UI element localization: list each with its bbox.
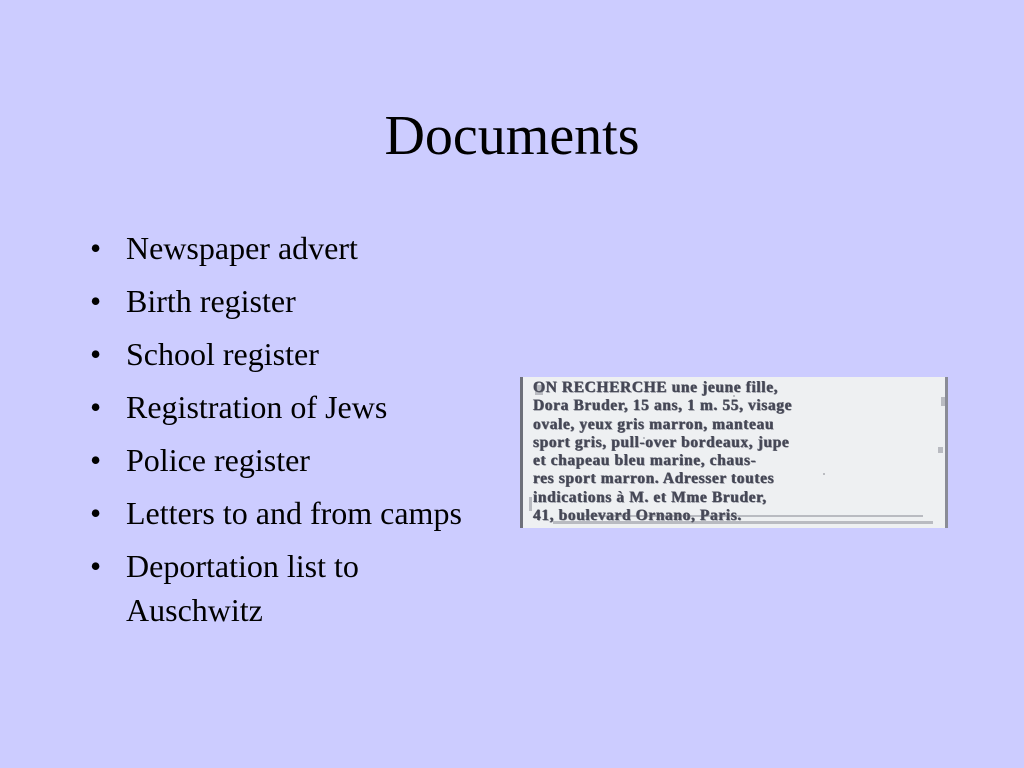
bullet-item-police-register [86,438,486,482]
bullet-marker: • [90,548,102,584]
bullet-item-school-register [86,332,486,376]
bullet-item-registration-of-jews [86,385,486,429]
newspaper-clipping-image [520,377,948,528]
clipping-line: res sport marron. Adresser toutes [533,470,775,488]
bullet-marker: • [90,283,102,319]
bullet-text: Deportation list to Auschwitz [126,548,359,628]
clipping-line: Dora Bruder, 15 ans, 1 m. 55, visage [533,397,793,415]
bullet-item-deportation-list [86,544,486,632]
bullet-text: Police register [126,442,310,478]
clipping-line: ovale, yeux gris marron, manteau [533,415,775,433]
bullet-text: Birth register [126,283,296,319]
clipping-line: sport gris, pull-over bordeaux, jupe [533,433,790,451]
bullet-marker: • [90,336,102,372]
bullet-item-birth-register [86,279,486,323]
clipping-text [533,379,943,525]
bullet-marker: • [90,495,102,531]
clipping-line: et chapeau bleu marine, chaus- [533,452,757,470]
slide-title: Documents [384,105,640,167]
bullet-item-newspaper-advert [86,226,486,270]
bullet-marker: • [90,389,102,425]
clipping-line: indications à M. et Mme Bruder, [533,488,767,506]
bullet-text: Registration of Jews [126,389,388,425]
bullet-list [86,226,486,641]
bullet-marker: • [90,230,102,266]
bullet-marker: • [90,442,102,478]
bullet-item-letters-camps [86,491,486,535]
bullet-text: Letters to and from camps [126,495,462,531]
clipping-line: 41, boulevard Ornano, Paris. [533,507,742,525]
clipping-line: ON RECHERCHE une jeune fille, [533,379,779,396]
bullet-text: School register [126,336,319,372]
bullet-text: Newspaper advert [126,230,358,266]
